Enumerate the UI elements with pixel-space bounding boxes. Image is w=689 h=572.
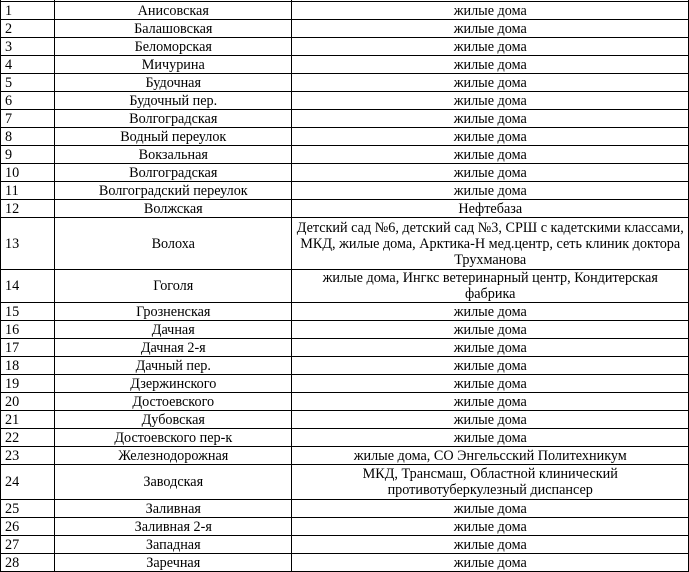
street-name: Беломорская [55, 38, 292, 56]
table-row [1, 270, 689, 303]
row-number: 9 [1, 146, 55, 164]
row-number: 23 [1, 447, 55, 465]
street-objects: жилые дома [292, 20, 689, 38]
table-row [1, 321, 689, 339]
street-name: Волжская [55, 200, 292, 218]
street-objects: жилые дома [292, 92, 689, 110]
street-objects: жилые дома [292, 536, 689, 554]
street-name: Гоголя [55, 270, 292, 303]
street-objects: жилые дома [292, 2, 689, 20]
table-row [1, 429, 689, 447]
table-row [1, 74, 689, 92]
street-objects: жилые дома, СО Энгельсский Политехникум [292, 447, 689, 465]
row-number: 1 [1, 2, 55, 20]
table-row [1, 411, 689, 429]
street-objects: жилые дома, Ингкс ветеринарный центр, Кондитерская фабрика [292, 270, 689, 303]
street-name: Заречная [55, 554, 292, 572]
street-objects: жилые дома [292, 110, 689, 128]
row-number: 15 [1, 303, 55, 321]
row-number: 4 [1, 56, 55, 74]
street-objects: жилые дома [292, 339, 689, 357]
table-row [1, 128, 689, 146]
street-name: Водный переулок [55, 128, 292, 146]
table-row [1, 20, 689, 38]
table-row [1, 465, 689, 500]
row-number: 27 [1, 536, 55, 554]
street-name: Заливная [55, 500, 292, 518]
street-name: Дубовская [55, 411, 292, 429]
street-objects: жилые дома [292, 357, 689, 375]
row-number: 5 [1, 74, 55, 92]
street-name: Волгоградский переулок [55, 182, 292, 200]
street-name: Будочная [55, 74, 292, 92]
row-number: 14 [1, 270, 55, 303]
street-objects: жилые дома [292, 56, 689, 74]
row-number: 19 [1, 375, 55, 393]
row-number: 11 [1, 182, 55, 200]
row-number: 21 [1, 411, 55, 429]
street-objects: жилые дома [292, 182, 689, 200]
table-row [1, 200, 689, 218]
street-name: Балашовская [55, 20, 292, 38]
street-name: Дачный пер. [55, 357, 292, 375]
street-name: Заливная 2-я [55, 518, 292, 536]
street-objects: жилые дома [292, 321, 689, 339]
row-number: 12 [1, 200, 55, 218]
street-name: Мичурина [55, 56, 292, 74]
street-objects: жилые дома [292, 128, 689, 146]
street-name: Грозненская [55, 303, 292, 321]
table-row [1, 518, 689, 536]
street-name: Железнодорожная [55, 447, 292, 465]
row-number: 20 [1, 393, 55, 411]
street-objects: жилые дома [292, 38, 689, 56]
street-objects: жилые дома [292, 146, 689, 164]
street-name: Будочный пер. [55, 92, 292, 110]
street-name: Дачная [55, 321, 292, 339]
street-name: Западная [55, 536, 292, 554]
row-number: 28 [1, 554, 55, 572]
street-objects: жилые дома [292, 375, 689, 393]
table-row [1, 500, 689, 518]
street-objects: жилые дома [292, 393, 689, 411]
row-number: 18 [1, 357, 55, 375]
row-number: 10 [1, 164, 55, 182]
street-name: Анисовская [55, 2, 292, 20]
street-objects: жилые дома [292, 303, 689, 321]
row-number: 22 [1, 429, 55, 447]
table-row [1, 393, 689, 411]
street-objects: жилые дома [292, 164, 689, 182]
table-row [1, 375, 689, 393]
street-name: Волгоградская [55, 164, 292, 182]
row-number: 26 [1, 518, 55, 536]
row-number: 7 [1, 110, 55, 128]
row-number: 2 [1, 20, 55, 38]
table-row [1, 536, 689, 554]
street-name: Вокзальная [55, 146, 292, 164]
street-objects: жилые дома [292, 429, 689, 447]
row-number: 17 [1, 339, 55, 357]
table-row [1, 554, 689, 572]
street-objects: МКД, Трансмаш, Областной клинический противотуберкулезный диспансер [292, 465, 689, 500]
street-name: Дзержинского [55, 375, 292, 393]
table-row [1, 2, 689, 20]
street-name: Достоевского пер-к [55, 429, 292, 447]
street-name: Достоевского [55, 393, 292, 411]
street-objects: Нефтебаза [292, 200, 689, 218]
row-number: 8 [1, 128, 55, 146]
street-name: Волгоградская [55, 110, 292, 128]
street-objects: жилые дома [292, 74, 689, 92]
table-row [1, 339, 689, 357]
table-row [1, 38, 689, 56]
street-name: Дачная 2-я [55, 339, 292, 357]
table-row [1, 182, 689, 200]
table-row [1, 164, 689, 182]
row-number: 24 [1, 465, 55, 500]
street-name: Заводская [55, 465, 292, 500]
row-number: 16 [1, 321, 55, 339]
table-row [1, 146, 689, 164]
table-row [1, 92, 689, 110]
table-row [1, 218, 689, 270]
row-number: 13 [1, 218, 55, 270]
street-objects: жилые дома [292, 411, 689, 429]
table-row [1, 303, 689, 321]
street-objects: Детский сад №6, детский сад №3, СРШ с кадетскими классами, МКД, жилые дома, Арктика-Н мед.центр, сеть клиник доктора Трухманова [292, 218, 689, 270]
street-objects: жилые дома [292, 518, 689, 536]
street-objects: жилые дома [292, 554, 689, 572]
street-name: Волоха [55, 218, 292, 270]
row-number: 25 [1, 500, 55, 518]
row-number: 3 [1, 38, 55, 56]
table-row [1, 56, 689, 74]
row-number: 6 [1, 92, 55, 110]
table-row [1, 357, 689, 375]
table-row [1, 447, 689, 465]
table-row [1, 110, 689, 128]
street-objects: жилые дома [292, 500, 689, 518]
